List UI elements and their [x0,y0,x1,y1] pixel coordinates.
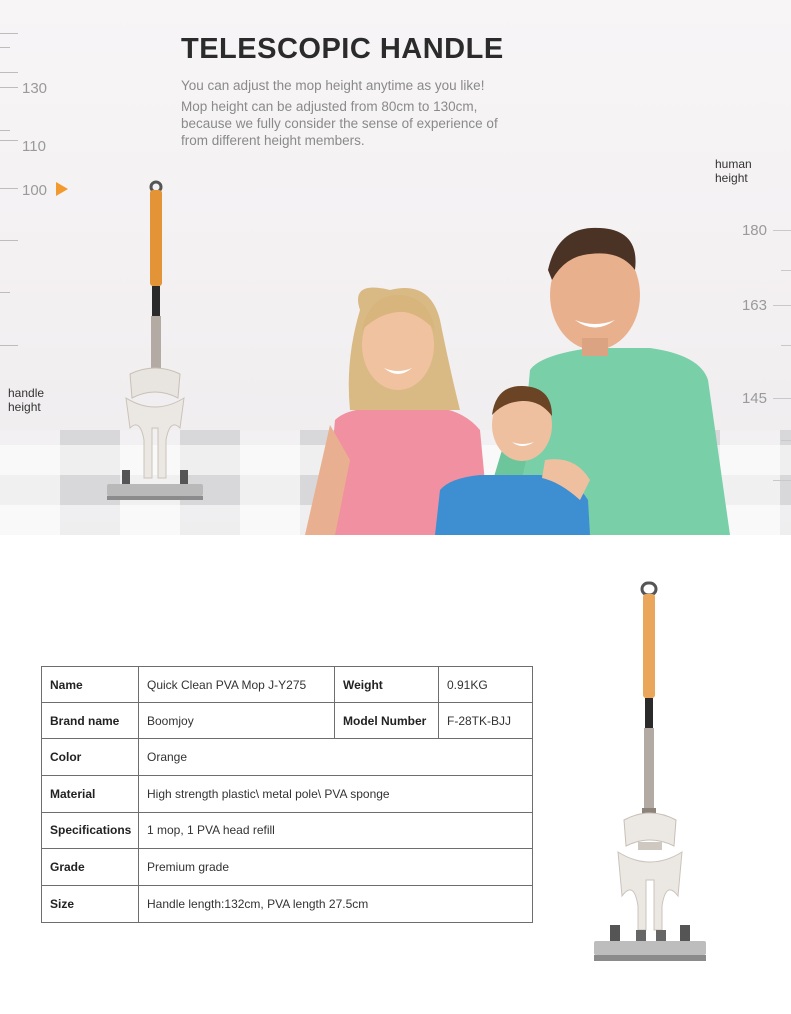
handle-height-label: handle height [8,386,45,414]
spec-value-color: Orange [139,739,533,776]
spec-value-weight: 0.91KG [439,667,533,703]
banner-title: TELESCOPIC HANDLE [181,33,504,65]
table-row [42,775,533,812]
table-row [42,667,533,703]
handle-height-ruler [0,0,60,430]
banner-mop-image [100,178,210,508]
spec-value-name: Quick Clean PVA Mop J-Y275 [139,667,335,703]
spec-value-material: High strength plastic\ metal pole\ PVA sponge [139,775,533,812]
description-line-2: Mop height can be adjusted from 80cm to 130cm, because we fully consider the sense of experience of from different height members. [181,99,498,148]
spec-label-size: Size [42,886,139,923]
product-mop-image [590,580,710,970]
ruler-mark-180: 180 [741,222,767,239]
table-row [42,703,533,739]
height-pointer-arrow-icon [56,182,68,196]
table-row [42,849,533,886]
spec-label-weight: Weight [335,667,439,703]
table-row [42,739,533,776]
spec-value-brand: Boomjoy [139,703,335,739]
table-row [42,812,533,849]
ruler-mark-130: 130 [22,80,48,97]
spec-value-specifications: 1 mop, 1 PVA head refill [139,812,533,849]
spec-label-name: Name [42,667,139,703]
ruler-mark-145: 145 [741,390,767,407]
table-row [42,886,533,923]
spec-value-model: F-28TK-BJJ [439,703,533,739]
spec-label-grade: Grade [42,849,139,886]
spec-table [41,666,533,923]
spec-value-size: Handle length:132cm, PVA length 27.5cm [139,886,533,923]
family-photo [290,220,750,535]
spec-label-brand: Brand name [42,703,139,739]
human-height-label: human height [715,157,752,185]
spec-label-material: Material [42,775,139,812]
spec-label-specifications: Specifications [42,812,139,849]
ruler-mark-163: 163 [741,297,767,314]
ruler-mark-100: 100 [22,182,48,199]
ruler-mark-110: 110 [22,138,46,155]
spec-label-model: Model Number [335,703,439,739]
spec-label-color: Color [42,739,139,776]
banner-description [181,77,521,149]
description-line-1: You can adjust the mop height anytime as you like! [181,78,485,93]
spec-value-grade: Premium grade [139,849,533,886]
